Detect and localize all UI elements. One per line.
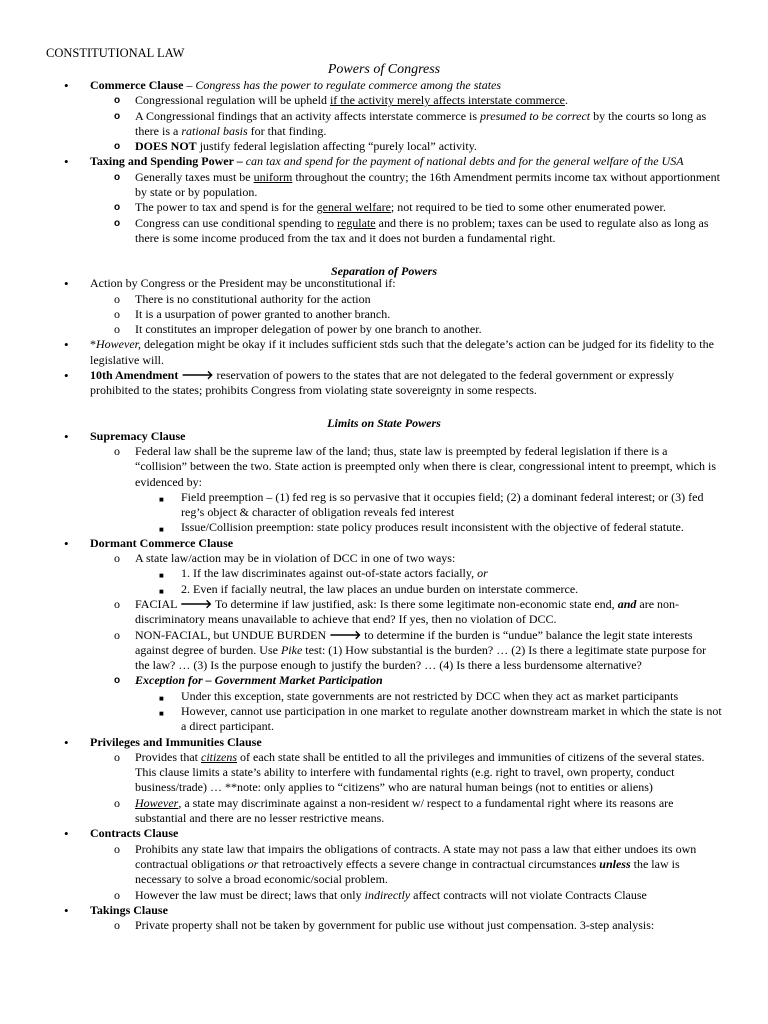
bullet-delegation-note: • *However, delegation might be okay if it includes sufficient stds such that the delegate’s action can be judged for its fidelity to the legislative will. (64, 337, 714, 367)
circle-bullet-icon: o (114, 202, 121, 214)
bullet-icon: • (64, 78, 69, 93)
bullet-icon: • (64, 535, 69, 551)
circle-bullet-icon: o (114, 306, 120, 321)
sub-sub-item: ■ Under this exception, state governments are not restricted by DCC when they act as market participants (0, 689, 768, 704)
circle-bullet-icon: o (114, 141, 121, 153)
sub-item: o It is a usurpation of power granted to another branch. (114, 306, 391, 321)
square-bullet-icon: ■ (159, 571, 164, 581)
bullet-tenth-amendment: • 10th Amendment 🡒 reservation of powers to the states that are not delegated to the federal government or expressly prohibited to the states; prohibits Congress from violating state sovereignty in some respects. (64, 368, 675, 398)
circle-bullet-icon: o (114, 627, 120, 642)
square-bullet-icon: ■ (159, 586, 164, 596)
circle-bullet-icon: o (114, 675, 121, 687)
bullet-takings-clause: • Takings Clause (64, 902, 168, 918)
sub-item: o NON-FACIAL, but UNDUE BURDEN 🡒 to determine if the burden is “undue” balance the legit state interests against degree of burden. Use Pike test: (1) How substantial is the burden? … (2) Is there a legitimate state purpose for the law? … (3) Is the purpose enough to justify the burden? … (4) Is there a less burdensome alternative? (114, 627, 707, 673)
arrow-right-icon: 🡒 (181, 368, 214, 383)
circle-bullet-icon: o (114, 95, 121, 107)
sub-item: o Provides that citizens of each state shall be entitled to all the privileges and immunities of citizens of the several states. This clause limits a state’s ability to interfere with fundamental rights (e.g. right to travel, own property, conduct business/trade) … **note: only applies to “citizens” who are natural human beings (not to entities or aliens) (114, 749, 705, 795)
circle-bullet-icon: o (114, 322, 120, 337)
sub-item: o Exception for – Government Market Participation (114, 673, 383, 688)
sub-item: o Generally taxes must be uniform throughout the country; the 16th Amendment permits income tax without apportionment by state or by population. (114, 169, 720, 200)
bullet-icon: • (64, 428, 69, 444)
sub-item: o Federal law shall be the supreme law of the land; thus, state law is preempted by federal legislation if there is a “collision” between the two. State action is preempted only when there is clear, congressional intent to preempt, which is evidenced by: (114, 443, 717, 489)
sub-sub-item: ■ 2. Even if facially neutral, the law places an undue burden on interstate commerce. (0, 582, 768, 597)
sub-item: o There is no constitutional authority for the action (114, 291, 371, 306)
circle-bullet-icon: o (114, 551, 120, 566)
circle-bullet-icon: o (114, 918, 120, 933)
square-bullet-icon: ■ (159, 525, 164, 535)
square-bullet-icon: ■ (159, 693, 164, 703)
bullet-icon: • (64, 902, 69, 918)
circle-bullet-icon: o (114, 887, 120, 902)
sub-sub-item: ■ 1. If the law discriminates against out-of-state actors facially, or (0, 566, 768, 581)
bullet-icon: • (64, 154, 69, 170)
bullet-icon: • (64, 368, 69, 384)
circle-bullet-icon: o (114, 749, 120, 764)
circle-bullet-icon: o (114, 443, 120, 458)
bullet-commerce-clause: • Commerce Clause – Congress has the power to regulate commerce among the states (64, 78, 502, 93)
square-bullet-icon: ■ (159, 708, 164, 718)
bullet-icon: • (64, 826, 69, 842)
sub-sub-item: ■ Field preemption – (1) fed reg is so pervasive that it occupies field; (2) a dominant federal interest; or (3) fed reg’s object & character of obligation reveals fed interest (159, 489, 704, 520)
sub-item: o Prohibits any state law that impairs the obligations of contracts. A state may not pass a law that either undoes its own contractual obligations or that retroactively effects a severe change in contractual circumstances unless the law is necessary to solve a broad economic/social problem. (114, 841, 697, 887)
sub-sub-item: ■ Issue/Collision preemption: state policy produces result inconsistent with the objective of federal statute. (0, 520, 768, 535)
arrow-right-icon: 🡒 (180, 596, 213, 611)
sub-item: o Congress can use conditional spending to regulate and there is no problem; taxes can be used to regulate also as long as there is some income produced from the tax and it does not burden a fundamental right. (114, 215, 709, 245)
bullet-icon: • (64, 734, 69, 750)
circle-bullet-icon: o (114, 171, 121, 183)
bullet-contracts-clause: • Contracts Clause (64, 826, 179, 842)
heading-limits-on-state-powers: Limits on State Powers (327, 416, 441, 430)
heading-powers-of-congress: Powers of Congress (327, 62, 441, 77)
sub-item: o Private property shall not be taken by government for public use without just compensation. 3-step analysis: (114, 918, 655, 933)
sub-sub-item: ■ However, cannot use participation in one market to regulate another downstream market in which the state is not a direct participant. (159, 703, 722, 734)
arrow-right-icon: 🡒 (329, 627, 362, 642)
document-title: CONSTITUTIONAL LAW (46, 46, 185, 60)
sub-item: o A Congressional findings that an activity affects interstate commerce is presumed to be correct by the courts so long as there is a rational basis for that finding. (114, 108, 707, 138)
circle-bullet-icon: o (114, 841, 120, 856)
square-bullet-icon: ■ (159, 494, 164, 504)
sub-item: o The power to tax and spend is for the general welfare; not required to be tied to some other enumerated power. (114, 200, 666, 215)
bullet-icon: • (64, 276, 69, 292)
circle-bullet-icon: o (114, 596, 120, 611)
circle-bullet-icon: o (114, 110, 121, 122)
circle-bullet-icon: o (114, 291, 120, 306)
bullet-privileges-immunities: • Privileges and Immunities Clause (64, 734, 262, 750)
document-body (0, 78, 768, 933)
sub-item: o DOES NOT justify federal legislation affecting “purely local” activity. (114, 139, 477, 154)
spacer (0, 246, 768, 261)
sub-item: o FACIAL 🡒 To determine if law justified, ask: Is there some legitimate non-economic state end, and are non-discriminatory means unavailable to achieve that end? If yes, then no violation of DCC. (114, 596, 680, 627)
sub-item: o It constitutes an improper delegation of power by one branch to another. (114, 322, 482, 337)
bullet-icon: • (64, 337, 69, 353)
sub-item: o However the law must be direct; laws that only indirectly affect contracts will not violate Contracts Clause (114, 887, 647, 902)
bullet-separation-action: • Action by Congress or the President may be unconstitutional if: (64, 276, 396, 292)
bullet-supremacy-clause: • Supremacy Clause (64, 428, 186, 444)
sub-item: o Congressional regulation will be upheld if the activity merely affects interstate commerce. (114, 93, 568, 108)
sub-item: o However, a state may discriminate against a non-resident w/ respect to a fundamental right where its reasons are substantial and there are no lesser restrictive means. (114, 795, 674, 826)
heading-separation-of-powers: Separation of Powers (330, 264, 437, 278)
bullet-dormant-commerce: • Dormant Commerce Clause (64, 535, 234, 551)
bullet-taxing-spending: • Taxing and Spending Power – can tax and spend for the payment of national debts and for the general welfare of the USA (64, 154, 684, 170)
sub-item: o A state law/action may be in violation of DCC in one of two ways: (114, 551, 456, 566)
circle-bullet-icon: o (114, 217, 121, 229)
spacer (0, 399, 768, 414)
circle-bullet-icon: o (114, 795, 120, 810)
